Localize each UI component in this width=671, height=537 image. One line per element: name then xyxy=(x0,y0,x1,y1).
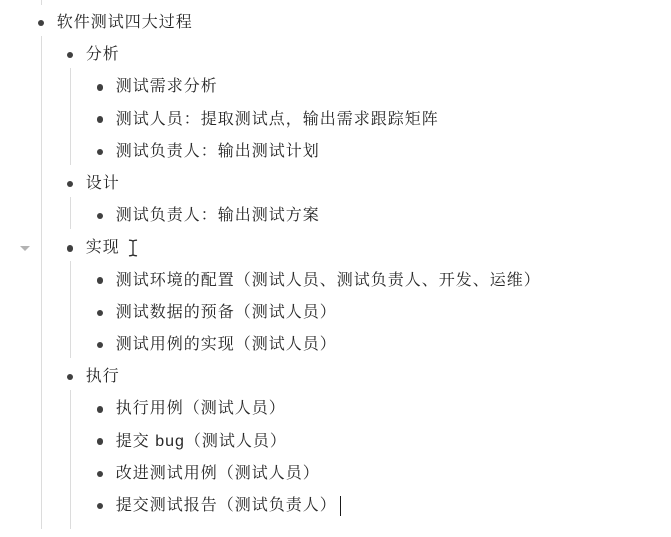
indent-guide-line-stub xyxy=(41,0,42,5)
bullet-icon[interactable] xyxy=(97,406,104,413)
outline-item[interactable] xyxy=(97,426,287,458)
outline-item-text[interactable]: 执行用例（测试人员） xyxy=(115,400,286,418)
indent-guide-line xyxy=(70,197,71,229)
outline-item[interactable] xyxy=(97,297,337,329)
outline-item[interactable] xyxy=(97,490,342,522)
bullet-icon[interactable] xyxy=(97,342,104,349)
bullet-icon[interactable] xyxy=(97,503,104,510)
bullet-icon[interactable] xyxy=(97,471,104,478)
outline-item-text[interactable]: 分析 xyxy=(85,46,120,64)
outline-item[interactable] xyxy=(97,393,286,425)
outline-item[interactable] xyxy=(38,7,193,39)
indent-guide-line xyxy=(70,390,71,529)
bullet-icon[interactable] xyxy=(97,84,104,91)
bullet-icon[interactable] xyxy=(38,20,45,27)
outline-item-text[interactable]: 提交 bug（测试人员） xyxy=(115,432,287,450)
text-caret xyxy=(340,496,342,516)
indent-guide-line xyxy=(41,36,42,529)
outline-item[interactable] xyxy=(97,200,320,232)
outline-item-text[interactable]: 测试负责人：输出测试方案 xyxy=(115,207,320,225)
outline-item-text[interactable]: 提交测试报告（测试负责人） xyxy=(115,497,337,514)
outline-item[interactable] xyxy=(97,136,320,168)
outline-item[interactable] xyxy=(97,71,218,103)
indent-guide-line xyxy=(70,68,71,165)
bullet-icon[interactable] xyxy=(67,374,74,381)
outline-item-text[interactable]: 改进测试用例（测试人员） xyxy=(115,464,320,482)
outline-item-text[interactable]: 测试数据的预备（测试人员） xyxy=(115,303,337,321)
outline-item-text[interactable]: 测试需求分析 xyxy=(115,78,218,96)
bullet-icon[interactable] xyxy=(67,245,74,252)
outline-item-text[interactable]: 实现 xyxy=(85,239,120,257)
outline-item[interactable] xyxy=(67,361,120,393)
outline-item[interactable] xyxy=(97,104,439,136)
indent-guide-line xyxy=(70,261,71,358)
outline-item[interactable] xyxy=(67,232,138,264)
outline-item-text[interactable]: 执行 xyxy=(85,368,120,386)
outline-item[interactable] xyxy=(67,39,120,71)
i-beam-cursor-icon xyxy=(128,239,138,257)
bullet-icon[interactable] xyxy=(67,181,74,188)
bullet-icon[interactable] xyxy=(97,149,104,156)
outline-item-text[interactable]: 测试人员：提取测试点，输出需求跟踪矩阵 xyxy=(115,110,439,128)
bullet-icon[interactable] xyxy=(97,277,104,284)
bullet-icon[interactable] xyxy=(97,116,104,123)
chevron-down-icon[interactable] xyxy=(20,246,30,251)
bullet-icon[interactable] xyxy=(97,438,104,445)
outline-item[interactable] xyxy=(67,168,120,200)
outline-item-text[interactable]: 软件测试四大过程 xyxy=(56,14,193,31)
bullet-icon[interactable] xyxy=(97,310,104,317)
outline-item-text[interactable]: 测试负责人：输出测试计划 xyxy=(115,142,320,160)
bullet-icon[interactable] xyxy=(97,213,104,220)
outline-item-text[interactable]: 测试环境的配置（测试人员、测试负责人、开发、运维） xyxy=(115,271,541,289)
outline-item[interactable] xyxy=(97,329,337,361)
bullet-icon[interactable] xyxy=(67,52,74,59)
outline-item[interactable] xyxy=(97,265,541,297)
outline-item-text[interactable]: 设计 xyxy=(85,175,120,192)
outline-item[interactable] xyxy=(97,458,320,490)
outline-item-text[interactable]: 测试用例的实现（测试人员） xyxy=(115,336,337,353)
